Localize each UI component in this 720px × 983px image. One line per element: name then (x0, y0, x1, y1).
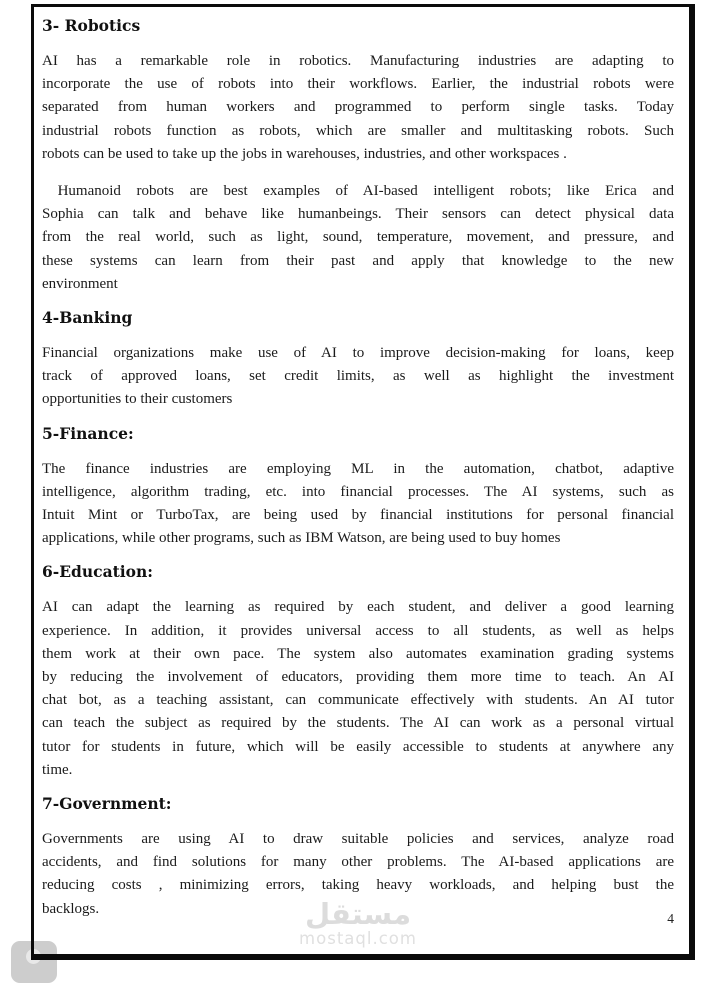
text-line: can teach the subject as required by the students. The AI can work as a personal virtual (42, 715, 674, 732)
paragraph (42, 342, 674, 412)
text-line: The finance industries are employing ML in the automation, chatbot, adaptive (42, 460, 674, 477)
text-line: environment (42, 275, 118, 292)
text-line: by reducing the involvement of educators, providing them more time to teach. An AI (42, 669, 674, 686)
text-line: accidents, and find solutions for many other problems. The AI-based applications are (42, 854, 674, 871)
watermark-arabic-logo: مستقل (304, 897, 412, 931)
paragraph (42, 828, 674, 921)
section-heading: 5-Finance: (42, 423, 134, 443)
text-line: separated from human workers and programmed to perform single tasks. Today (42, 99, 674, 116)
text-line: them work at their own pace. The system also automates examination grading systems (42, 645, 674, 662)
document-body (42, 16, 674, 921)
text-line: experience. In addition, it provides universal access to all students, as well as helps (42, 622, 674, 639)
text-line: Humanoid robots are best examples of AI-based intelligent robots; like Erica and (42, 183, 674, 200)
paragraph (42, 458, 674, 551)
text-line: time. (42, 761, 73, 778)
text-line: Sophia can talk and behave like humanbeings. Their sensors can detect physical data (42, 206, 674, 223)
text-line: tutor for students in future, which will be easily accessible to students at anywhere any (42, 738, 674, 755)
text-line: AI can adapt the learning as required by each student, and deliver a good learning (42, 599, 674, 616)
text-line: Governments are using AI to draw suitable policies and services, analyze road (42, 831, 674, 848)
text-line: intelligence, algorithm trading, etc. into financial processes. The AI systems, such as (42, 483, 674, 500)
page-number: 4 (667, 911, 674, 926)
text-line: robots can be used to take up the jobs in warehouses, industries, and other workspaces . (42, 145, 567, 162)
section-heading: 7-Government: (42, 794, 172, 814)
paragraph (42, 180, 674, 296)
text-line: industrial robots function as robots, which are smaller and multitasking robots. Such (42, 122, 674, 139)
paragraph (42, 50, 674, 166)
section-heading: 6-Education: (42, 562, 153, 582)
text-line: Intuit Mint or TurboTax, are being used by financial institutions for personal financial (42, 507, 674, 524)
text-line: from the real world, such as light, sound, temperature, movement, and pressure, and (42, 229, 674, 246)
paragraph (42, 596, 674, 782)
text-line: AI has a remarkable role in robotics. Manufacturing industries are adapting to (42, 53, 674, 69)
text-line: reducing costs , minimizing errors, taking heavy workloads, and helping bust the (42, 877, 674, 894)
section-heading: 3- Robotics (42, 16, 141, 35)
text-line: backlogs. (42, 900, 100, 917)
badge-dot (26, 949, 41, 964)
watermark-domain: mostaql.com (299, 929, 417, 948)
corner-badge (11, 941, 57, 983)
text-line: Financial organizations make use of AI to improve decision-making for loans, keep (42, 345, 674, 362)
text-line: chat bot, as a teaching assistant, can communicate effectively with students. An AI tutor (42, 692, 674, 709)
text-line: opportunities to their customers (42, 391, 233, 408)
text-line: incorporate the use of robots into their workflows. Earlier, the industrial robots were (42, 76, 674, 93)
text-line: these systems can learn from their past and apply that knowledge to the new (42, 252, 674, 269)
text-line: applications, while other programs, such as IBM Watson, are being used to buy homes (42, 530, 561, 547)
text-line: track of approved loans, set credit limits, as well as highlight the investment (42, 368, 674, 385)
section-heading: 4-Banking (42, 308, 133, 328)
